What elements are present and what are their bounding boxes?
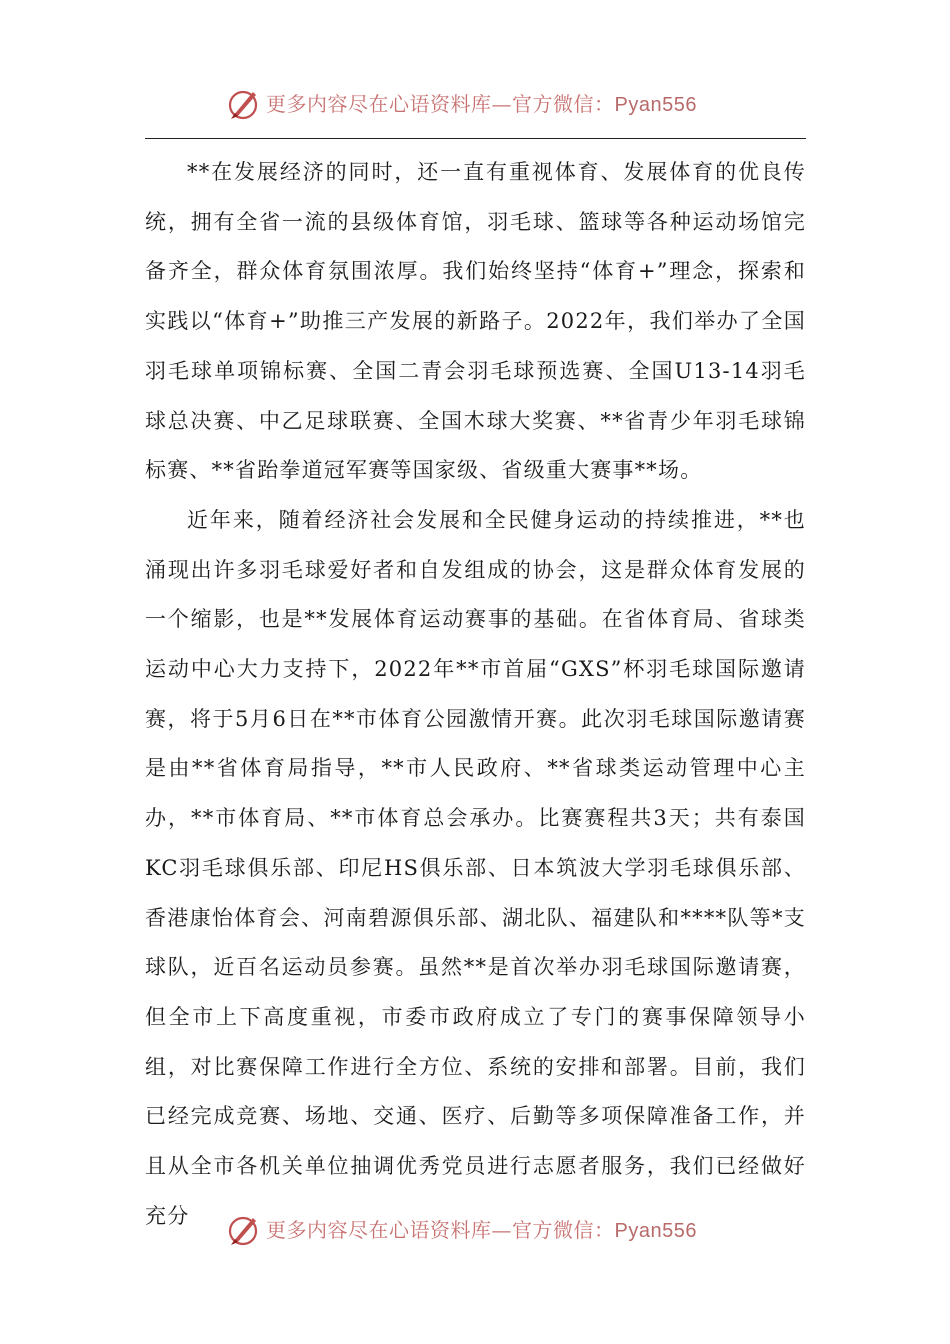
- footer-banner: [0, 1208, 950, 1252]
- header-divider: [145, 138, 806, 139]
- wechat-id: Pyan556: [614, 1220, 697, 1242]
- paragraph-2: 近年来，随着经济社会发展和全民健身运动的持续推进，**也涌现出许多羽毛球爱好者和自发组成的协会，这是群众体育发展的一个缩影，也是**发展体育运动赛事的基础。在省体育局、省球类运动中心大力支持下，2022年**市首届“GXS”杯羽毛球国际邀请赛，将于5月6日在**市体育公园激情开赛。此次羽毛球国际邀请赛是由**省体育局指导，**市人民政府、**省球类运动管理中心主办，**市体育局、**市体育总会承办。比赛赛程共3天；共有泰国KC羽毛球俱乐部、印尼HS俱乐部、日本筑波大学羽毛球俱乐部、香港康怡体育会、河南碧源俱乐部、湖北队、福建队和****队等*支球队，近百名运动员参赛。虽然**是首次举办羽毛球国际邀请赛，但全市上下高度重视，市委市政府成立了专门的赛事保障领导小组，对比赛保障工作进行全方位、系统的安排和部署。目前，我们已经完成竞赛、场地、交通、医疗、后勤等多项保障准备工作，并且从全市各机关单位抽调优秀党员进行志愿者服务，我们已经做好充分: [145, 507, 806, 1228]
- document-body: [145, 148, 806, 1241]
- banner-text: 更多内容尽在心语资料库—官方微信：Pyan556: [266, 1218, 697, 1242]
- paragraph-1: **在发展经济的同时，还一直有重视体育、发展体育的优良传统，拥有全省一流的县级体育馆，羽毛球、篮球等各种运动场馆完备齐全，群众体育氛围浓厚。我们始终坚持“体育+”理念，探索和实践以“体育+”助推三产发展的新路子。2022年，我们举办了全国羽毛球单项锦标赛、全国二青会羽毛球预选赛、全国U13-14羽毛球总决赛、中乙足球联赛、全国木球大奖赛、**省青少年羽毛球锦标赛、**省跆拳道冠军赛等国家级、省级重大赛事**场。: [145, 160, 806, 483]
- quill-logo-icon: [226, 86, 262, 122]
- quill-logo-icon: [226, 1212, 262, 1248]
- wechat-id: Pyan556: [614, 94, 697, 116]
- banner-text: 更多内容尽在心语资料库—官方微信：Pyan556: [266, 92, 697, 116]
- header-banner: [0, 82, 950, 126]
